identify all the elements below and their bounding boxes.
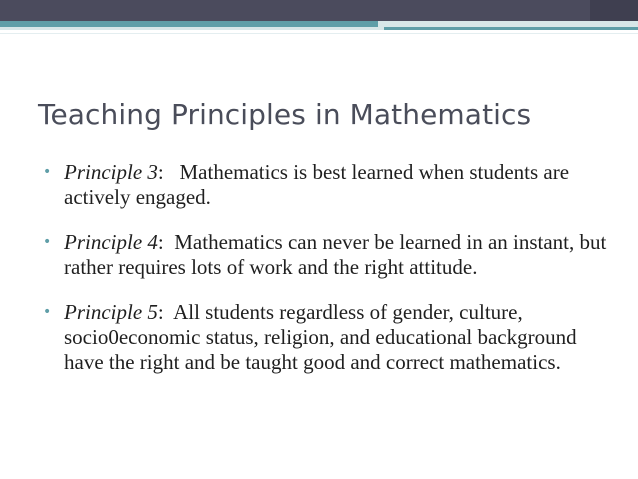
bullet-text: All students regardless of gender, culture, socio0economic status, religion, and educational background have the right and be taught good and correct mathematics. xyxy=(64,300,577,374)
bullet-list xyxy=(41,160,611,395)
bullet-text: Mathematics can never be learned in an instant, but rather requires lots of work and the right attitude. xyxy=(64,230,607,279)
bullet-label: Principle 3 xyxy=(64,160,158,184)
bullet-separator: : xyxy=(157,230,175,254)
bullet-icon: • xyxy=(43,234,52,250)
bullet-text: Mathematics is best learned when students are actively engaged. xyxy=(64,160,570,209)
header-banner xyxy=(0,0,638,36)
bullet-item-principle-3 xyxy=(41,160,611,210)
bullet-separator: : xyxy=(157,300,174,324)
bullet-item-principle-4 xyxy=(41,230,611,280)
bullet-label: Principle 4 xyxy=(64,230,158,254)
bullet-label: Principle 5 xyxy=(64,300,158,324)
header-banner-graphic xyxy=(0,0,638,36)
bullet-icon: • xyxy=(43,304,52,320)
slide-title: Teaching Principles in Mathematics xyxy=(38,98,532,131)
bullet-item-principle-5 xyxy=(41,300,611,375)
bullet-icon: • xyxy=(43,164,52,180)
bullet-separator: : xyxy=(157,160,180,184)
